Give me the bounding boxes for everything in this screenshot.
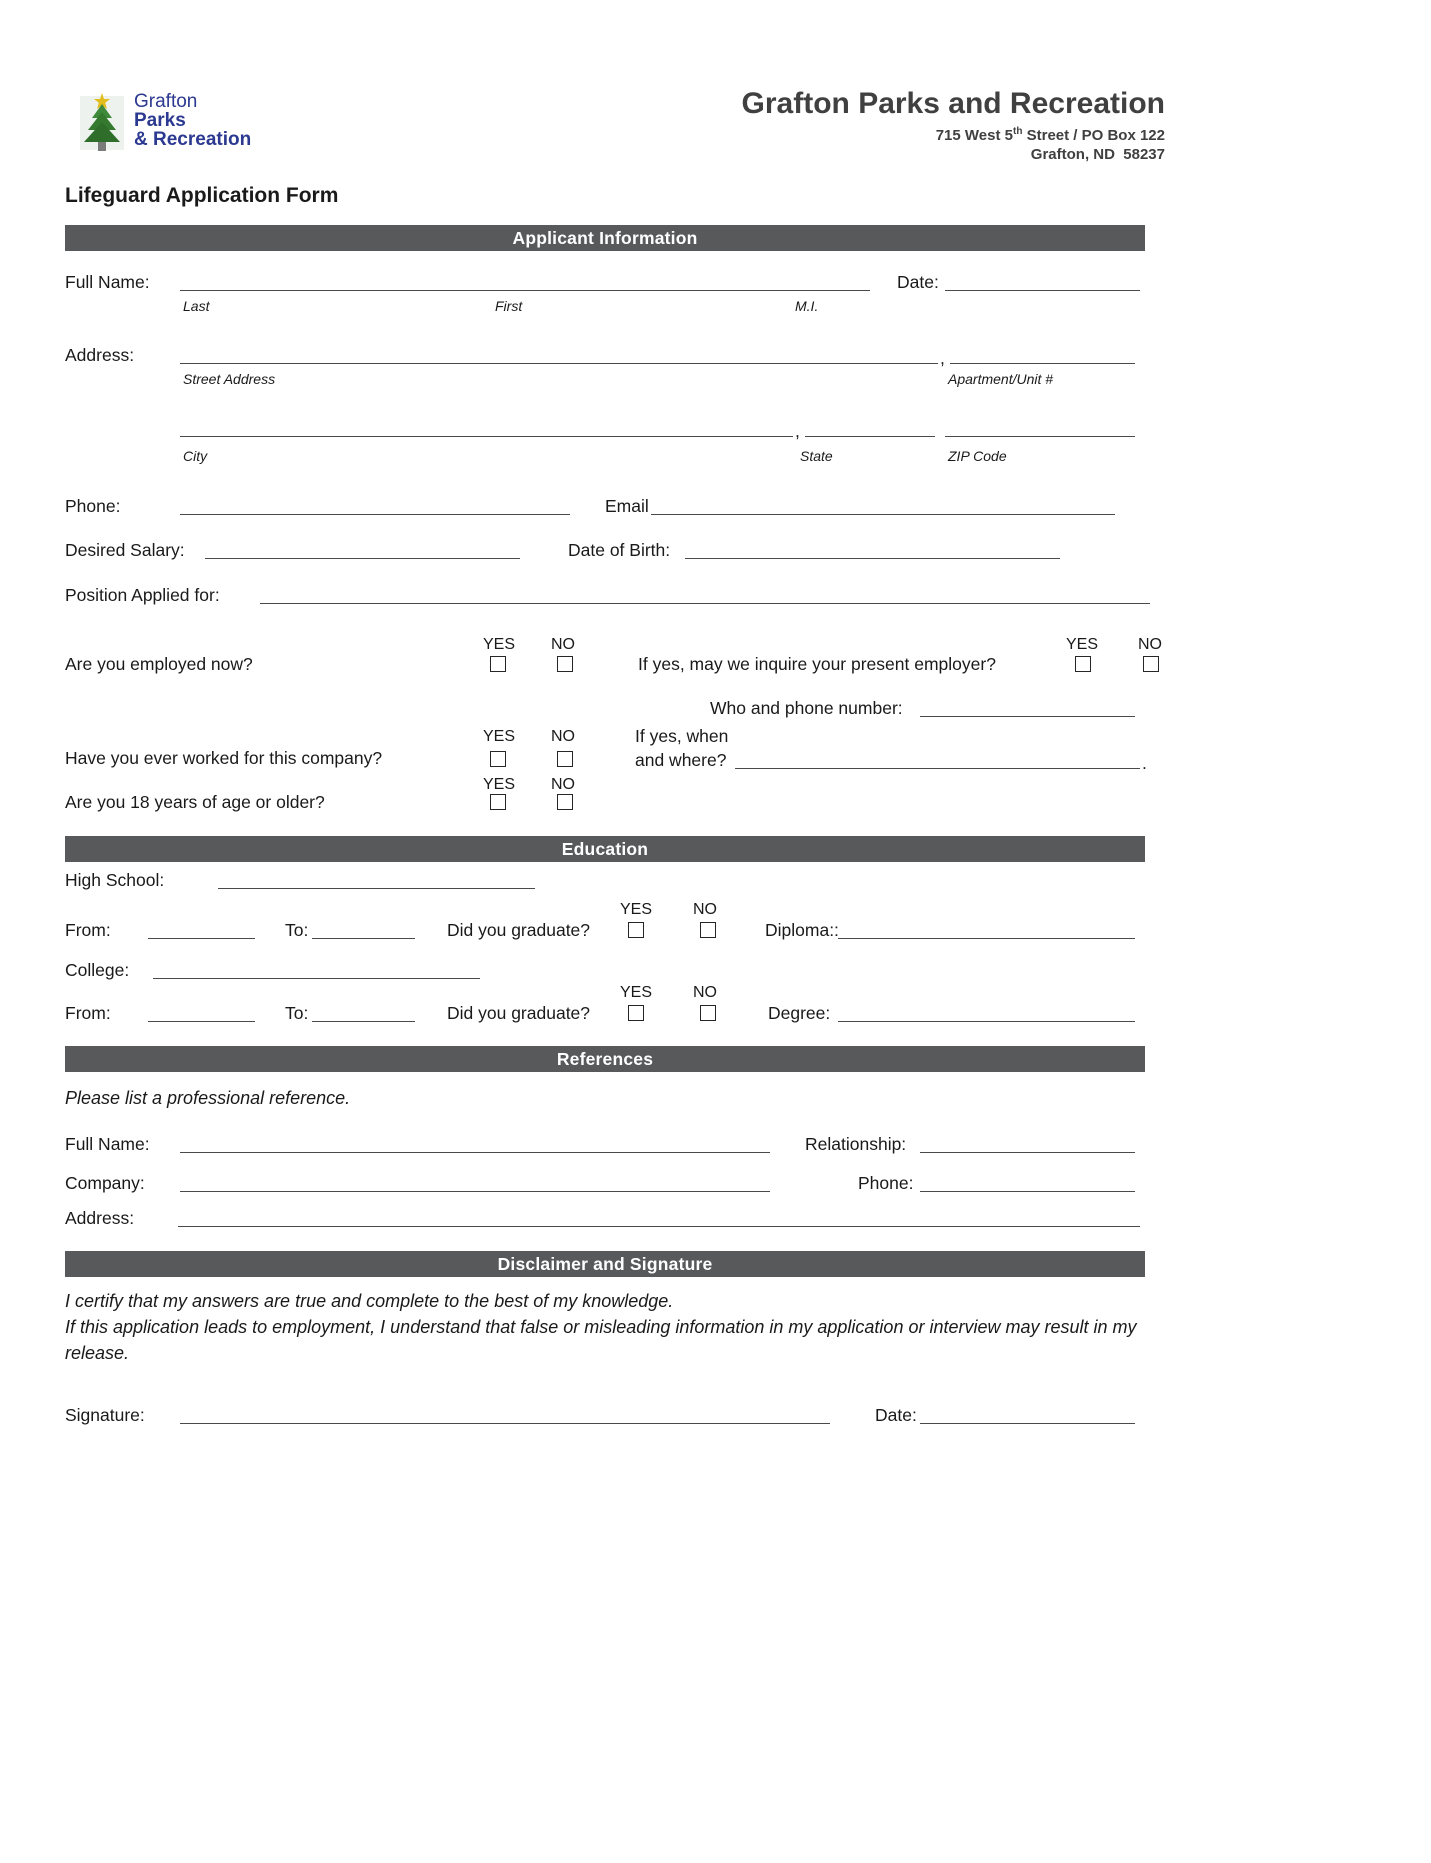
signature-field[interactable] (180, 1405, 830, 1424)
degree-field[interactable] (838, 1003, 1135, 1022)
high-school-label: High School: (65, 870, 165, 890)
no-label: NO (693, 984, 717, 1001)
yes-label: YES (483, 776, 516, 793)
ref-full-name-field[interactable] (180, 1134, 770, 1153)
inquire-no-checkbox[interactable] (1143, 656, 1159, 672)
college-from-label: From: (65, 1003, 111, 1023)
college-to-field[interactable] (312, 1003, 415, 1022)
city-comma: , (795, 421, 800, 441)
high-school-field[interactable] (218, 870, 535, 889)
no-label: NO (693, 901, 717, 918)
section-header-applicant-information: Applicant Information (65, 225, 1145, 251)
yes-label: YES (483, 728, 516, 745)
college-from-field[interactable] (148, 1003, 255, 1022)
apartment-field[interactable] (950, 345, 1135, 364)
disclaimer-text (65, 1288, 1145, 1366)
hs-graduate-yes-checkbox[interactable] (628, 922, 644, 938)
org-address-line2: Grafton, ND 58237 (1030, 146, 1165, 163)
address-label: Address: (65, 345, 135, 365)
hs-from-field[interactable] (148, 920, 255, 939)
apartment-hint: Apartment/Unit # (948, 371, 1054, 387)
worked-yes-checkbox[interactable] (490, 751, 506, 767)
state-field[interactable] (805, 418, 935, 437)
signature-date-label: Date: (875, 1405, 917, 1425)
ref-address-field[interactable] (178, 1208, 1140, 1227)
date-label: Date: (897, 272, 939, 292)
position-applied-field[interactable] (260, 585, 1150, 604)
hs-from-label: From: (65, 920, 111, 940)
phone-field[interactable] (180, 496, 570, 515)
employed-now-question: Are you employed now? (65, 654, 253, 674)
zip-hint: ZIP Code (948, 448, 1007, 464)
college-graduate-question: Did you graduate? (447, 1003, 591, 1023)
relationship-label: Relationship: (805, 1134, 907, 1154)
section-header-disclaimer: Disclaimer and Signature (65, 1251, 1145, 1277)
ref-phone-label: Phone: (858, 1173, 914, 1193)
yes-label: YES (620, 901, 653, 918)
form-title: Lifeguard Application Form (65, 184, 339, 207)
date-of-birth-field[interactable] (685, 540, 1060, 559)
who-phone-label: Who and phone number: (710, 698, 903, 718)
diploma-label: Diploma:: (765, 920, 839, 940)
college-graduate-no-checkbox[interactable] (700, 1005, 716, 1021)
ref-full-name-label: Full Name: (65, 1134, 150, 1154)
college-label: College: (65, 960, 130, 980)
tree-icon (78, 92, 126, 154)
phone-label: Phone: (65, 496, 121, 516)
org-address-line1: 715 West 5th Street / PO Box 122 (935, 126, 1165, 144)
who-phone-field[interactable] (920, 698, 1135, 717)
employed-no-checkbox[interactable] (557, 656, 573, 672)
desired-salary-field[interactable] (205, 540, 520, 559)
zip-field[interactable] (945, 418, 1135, 437)
yes-label: YES (620, 984, 653, 1001)
state-hint: State (800, 448, 833, 464)
position-applied-label: Position Applied for: (65, 585, 220, 605)
email-field[interactable] (651, 496, 1115, 515)
logo-word-parks: Parks (134, 110, 186, 131)
street-address-hint: Street Address (183, 371, 276, 387)
logo-word-recreation: & Recreation (134, 129, 252, 150)
signature-date-field[interactable] (920, 1405, 1135, 1424)
logo-wordmark (134, 92, 251, 154)
if-yes-when-label: If yes, when (635, 726, 729, 746)
hs-graduate-question: Did you graduate? (447, 920, 591, 940)
address-comma: , (940, 348, 945, 368)
and-where-label: and where? (635, 750, 727, 770)
worked-before-question: Have you ever worked for this company? (65, 748, 383, 768)
ref-phone-field[interactable] (920, 1173, 1135, 1192)
diploma-field[interactable] (838, 920, 1135, 939)
degree-label: Degree: (768, 1003, 831, 1023)
when-where-field[interactable] (735, 750, 1140, 769)
date-of-birth-label: Date of Birth: (568, 540, 671, 560)
hs-graduate-no-checkbox[interactable] (700, 922, 716, 938)
disclaimer-line2: If this application leads to employment, I understand that false or misleading information in my application or interview may result in my release. (65, 1317, 1137, 1363)
first-hint: First (495, 298, 523, 314)
desired-salary-label: Desired Salary: (65, 540, 185, 560)
age18-yes-checkbox[interactable] (490, 794, 506, 810)
college-field[interactable] (153, 960, 480, 979)
logo (78, 92, 251, 154)
street-address-field[interactable] (180, 345, 938, 364)
when-where-period: . (1142, 753, 1147, 773)
section-header-education: Education (65, 836, 1145, 862)
ref-address-label: Address: (65, 1208, 135, 1228)
employed-yes-checkbox[interactable] (490, 656, 506, 672)
signature-label: Signature: (65, 1405, 145, 1425)
age-18-question: Are you 18 years of age or older? (65, 792, 325, 812)
yes-label: YES (483, 636, 516, 653)
section-header-references: References (65, 1046, 1145, 1072)
date-field[interactable] (945, 272, 1140, 291)
full-name-field[interactable] (180, 272, 870, 291)
email-label: Email (605, 496, 649, 516)
college-graduate-yes-checkbox[interactable] (628, 1005, 644, 1021)
header-org-block (742, 86, 1165, 164)
mi-hint: M.I. (795, 298, 819, 314)
disclaimer-line1: I certify that my answers are true and complete to the best of my knowledge. (65, 1291, 674, 1311)
no-label: NO (551, 728, 575, 745)
full-name-label: Full Name: (65, 272, 150, 292)
city-field[interactable] (180, 418, 793, 437)
no-label: NO (551, 636, 575, 653)
inquire-yes-checkbox[interactable] (1075, 656, 1091, 672)
age18-no-checkbox[interactable] (557, 794, 573, 810)
hs-to-field[interactable] (312, 920, 415, 939)
worked-no-checkbox[interactable] (557, 751, 573, 767)
no-label: NO (551, 776, 575, 793)
yes-label: YES (1066, 636, 1099, 653)
no-label: NO (1138, 636, 1162, 653)
hs-to-label: To: (285, 920, 309, 940)
references-intro: Please list a professional reference. (65, 1088, 351, 1108)
ref-company-label: Company: (65, 1173, 145, 1193)
logo-word-grafton: Grafton (134, 91, 198, 112)
inquire-employer-question: If yes, may we inquire your present employer? (638, 654, 996, 674)
ref-company-field[interactable] (180, 1173, 770, 1192)
relationship-field[interactable] (920, 1134, 1135, 1153)
org-name: Grafton Parks and Recreation (741, 87, 1165, 120)
college-to-label: To: (285, 1003, 309, 1023)
city-hint: City (183, 448, 208, 464)
last-hint: Last (183, 298, 210, 314)
